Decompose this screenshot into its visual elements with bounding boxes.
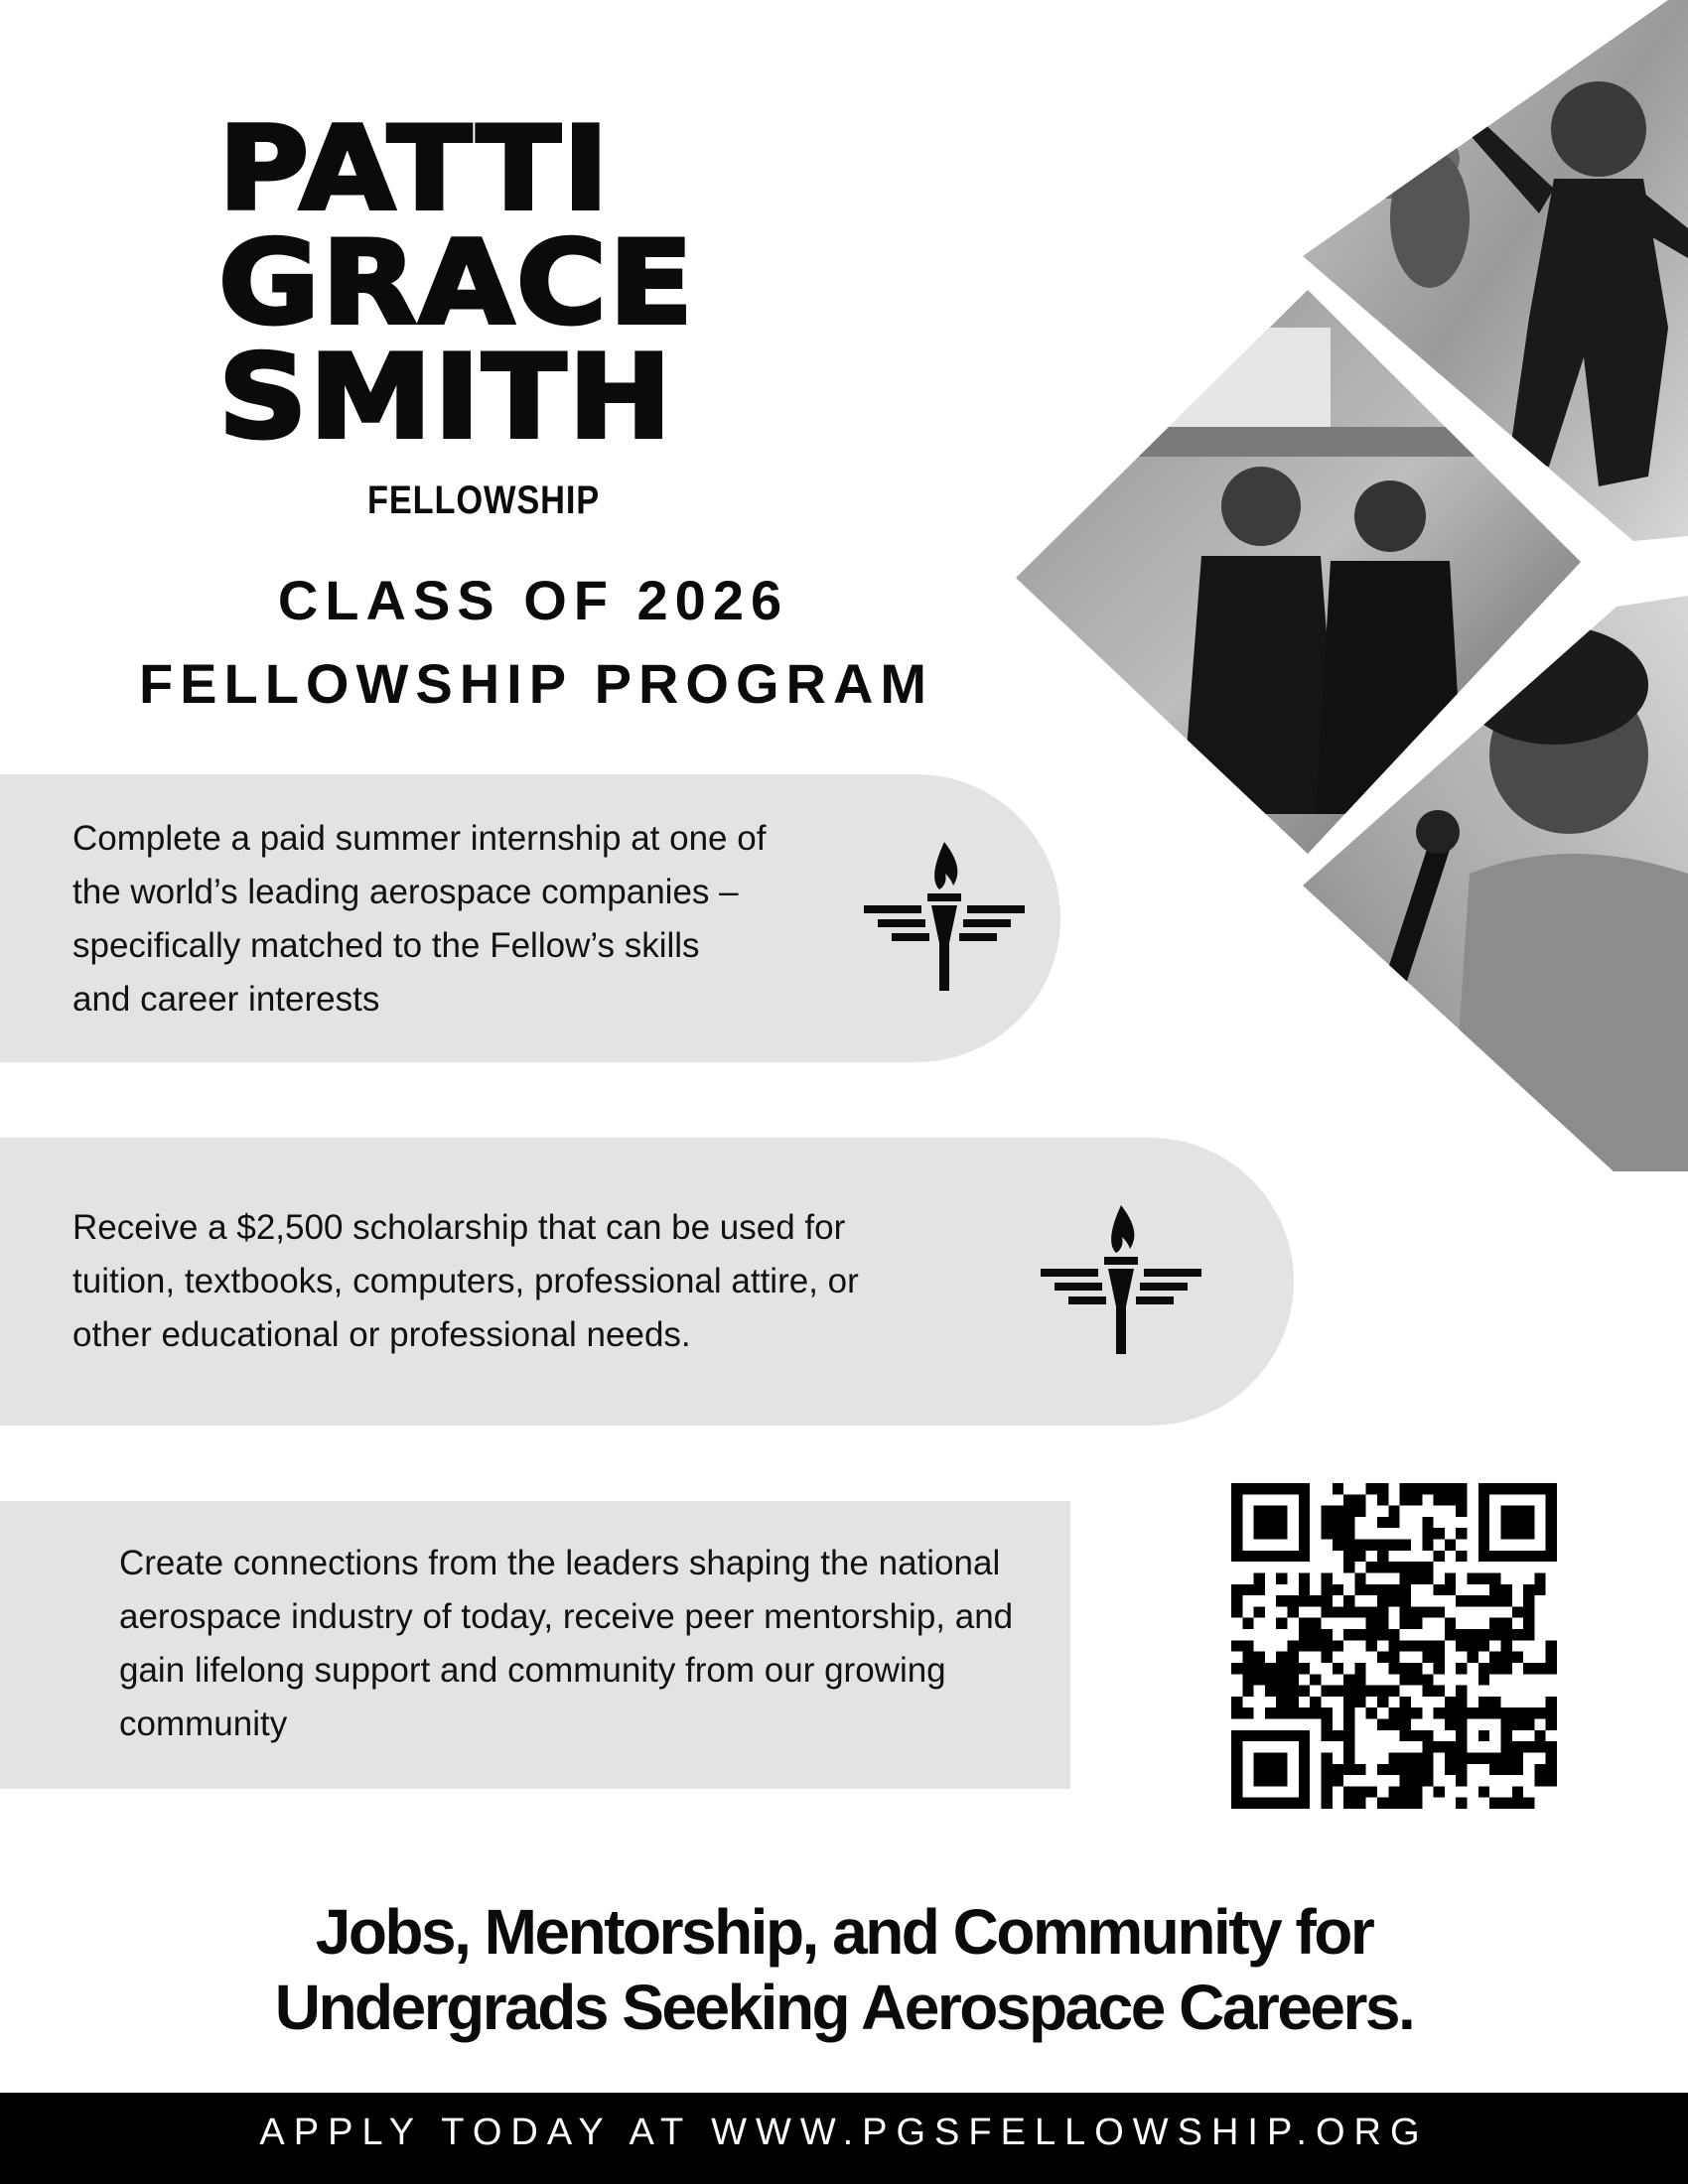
title-line-smith: SMITH — [218, 331, 674, 465]
benefit-line: community — [119, 1705, 288, 1743]
winged-torch-icon — [864, 840, 1025, 991]
apply-link[interactable]: APPLY TODAY AT WWW.PGSFELLOWSHIP.ORG — [259, 2112, 1429, 2153]
program-fellowship-heading: FELLOWSHIP PROGRAM — [138, 652, 934, 715]
benefit-line: Complete a paid summer internship at one of — [72, 819, 767, 858]
fellowship-subtitle: FELLOWSHIP — [367, 478, 601, 522]
benefit-line: aerospace industry of today, receive peer mentorship, and — [119, 1597, 1014, 1636]
winged-torch-icon — [1041, 1203, 1201, 1354]
benefit-line: and career interests — [72, 980, 380, 1019]
tagline-line-2: Undergrads Seeking Aerospace Careers. — [274, 1972, 1414, 2043]
benefit-line: other educational or professional needs. — [72, 1315, 691, 1354]
benefit-line: gain lifelong support and community from our growing — [119, 1651, 946, 1690]
benefit-internship-text — [72, 812, 897, 1026]
qr-code-icon[interactable] — [1231, 1483, 1557, 1809]
benefit-connections-text — [119, 1537, 1182, 1751]
program-class-heading: CLASS OF 2026 — [277, 569, 789, 631]
benefit-line: Create connections from the leaders shaping the national — [119, 1544, 1001, 1582]
title-line-grace: GRACE — [218, 216, 696, 350]
title-line-patti: PATTI — [218, 102, 612, 236]
benefit-line: the world’s leading aerospace companies – — [72, 873, 739, 911]
benefit-line: specifically matched to the Fellow’s skills — [72, 926, 700, 965]
benefit-line: Receive a $2,500 scholarship that can be used for — [72, 1208, 846, 1247]
benefit-line: tuition, textbooks, computers, professional attire, or — [72, 1262, 859, 1300]
tagline-line-1: Jobs, Mentorship, and Community for — [315, 1896, 1373, 1968]
photo-collage — [1013, 0, 1688, 1171]
benefit-scholarship-text — [72, 1201, 1055, 1362]
